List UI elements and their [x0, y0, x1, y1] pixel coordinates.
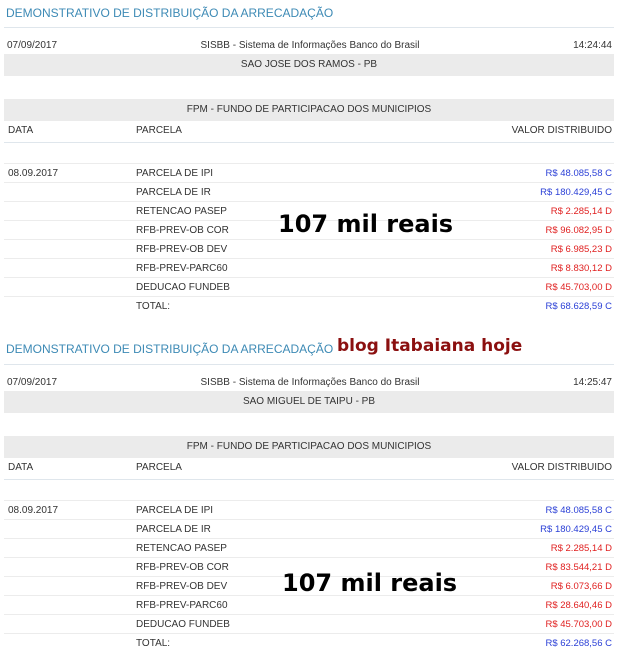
report-time: 14:25:47 [573, 377, 612, 388]
table-row [4, 258, 614, 278]
row-parcel: RFB-PREV-PARC60 [136, 263, 228, 274]
row-parcel: RFB-PREV-OB COR [136, 225, 229, 236]
row-value: R$ 28.640,46 D [545, 600, 612, 611]
header-parcel: PARCELA [136, 462, 182, 473]
system-name: SISBB - Sistema de Informações Banco do Brasil [200, 40, 420, 51]
table-row [4, 239, 614, 259]
row-parcel: TOTAL: [136, 301, 171, 312]
row-parcel: PARCELA DE IR [136, 524, 211, 535]
table-row [4, 633, 614, 653]
row-value: R$ 45.703,00 D [545, 619, 612, 630]
fund-bar: FPM - FUNDO DE PARTICIPACAO DOS MUNICIPIOS [4, 436, 614, 458]
row-date: 08.09.2017 [8, 505, 59, 516]
report-date: 07/09/2017 [7, 377, 58, 388]
fund-bar: FPM - FUNDO DE PARTICIPACAO DOS MUNICIPIOS [4, 99, 614, 121]
row-parcel: RFB-PREV-OB COR [136, 562, 229, 573]
row-value: R$ 62.268,56 C [545, 638, 612, 649]
table-row [4, 182, 614, 202]
row-value: R$ 8.830,12 D [550, 263, 612, 274]
meta-line [0, 40, 620, 54]
municipality-bar: SAO MIGUEL DE TAIPU - PB [4, 391, 614, 413]
divider [4, 479, 614, 480]
report-date: 07/09/2017 [7, 40, 58, 51]
municipality-bar: SAO JOSE DOS RAMOS - PB [4, 54, 614, 76]
row-value: R$ 48.085,58 C [545, 168, 612, 179]
row-value: R$ 68.628,59 C [545, 301, 612, 312]
header-value: VALOR DISTRIBUIDO [511, 125, 612, 136]
divider [4, 27, 614, 28]
overlay-caption: 107 mil reais [282, 569, 458, 597]
row-parcel: TOTAL: [136, 638, 171, 649]
row-value: R$ 6.073,66 D [550, 581, 612, 592]
divider [4, 364, 614, 365]
table-row [4, 163, 614, 183]
report-time: 14:24:44 [573, 40, 612, 51]
header-date: DATA [8, 125, 34, 136]
row-value: R$ 180.429,45 C [540, 187, 612, 198]
row-value: R$ 48.085,58 C [545, 505, 612, 516]
row-parcel: DEDUCAO FUNDEB [136, 619, 230, 630]
meta-line [0, 377, 620, 391]
row-parcel: PARCELA DE IR [136, 187, 211, 198]
header-date: DATA [8, 462, 34, 473]
overlay-caption: 107 mil reais [278, 210, 454, 238]
row-parcel: RFB-PREV-PARC60 [136, 600, 228, 611]
row-parcel: RFB-PREV-OB DEV [136, 581, 228, 592]
row-parcel: RFB-PREV-OB DEV [136, 244, 228, 255]
row-value: R$ 6.985,23 D [550, 244, 612, 255]
divider [4, 142, 614, 143]
row-parcel: PARCELA DE IPI [136, 505, 214, 516]
row-parcel: PARCELA DE IPI [136, 168, 214, 179]
row-parcel: RETENCAO PASEP [136, 543, 227, 554]
row-parcel: DEDUCAO FUNDEB [136, 282, 230, 293]
table-row [4, 519, 614, 539]
row-value: R$ 45.703,00 D [545, 282, 612, 293]
section-title: DEMONSTRATIVO DE DISTRIBUIÇÃO DA ARRECADAÇÃO [6, 6, 334, 20]
header-parcel: PARCELA [136, 125, 182, 136]
table-row [4, 296, 614, 316]
table-row [4, 614, 614, 634]
table-row [4, 595, 614, 615]
table-row [4, 500, 614, 520]
system-name: SISBB - Sistema de Informações Banco do Brasil [200, 377, 420, 388]
row-value: R$ 2.285,14 D [550, 206, 612, 217]
row-value: R$ 83.544,21 D [545, 562, 612, 573]
row-value: R$ 180.429,45 C [540, 524, 612, 535]
blog-watermark: blog Itabaiana hoje [337, 336, 523, 356]
row-value: R$ 2.285,14 D [550, 543, 612, 554]
table-row [4, 277, 614, 297]
row-date: 08.09.2017 [8, 168, 59, 179]
table-row [4, 538, 614, 558]
row-value: R$ 96.082,95 D [545, 225, 612, 236]
header-value: VALOR DISTRIBUIDO [511, 462, 612, 473]
row-parcel: RETENCAO PASEP [136, 206, 227, 217]
section-title: DEMONSTRATIVO DE DISTRIBUIÇÃO DA ARRECADAÇÃO [6, 342, 334, 356]
